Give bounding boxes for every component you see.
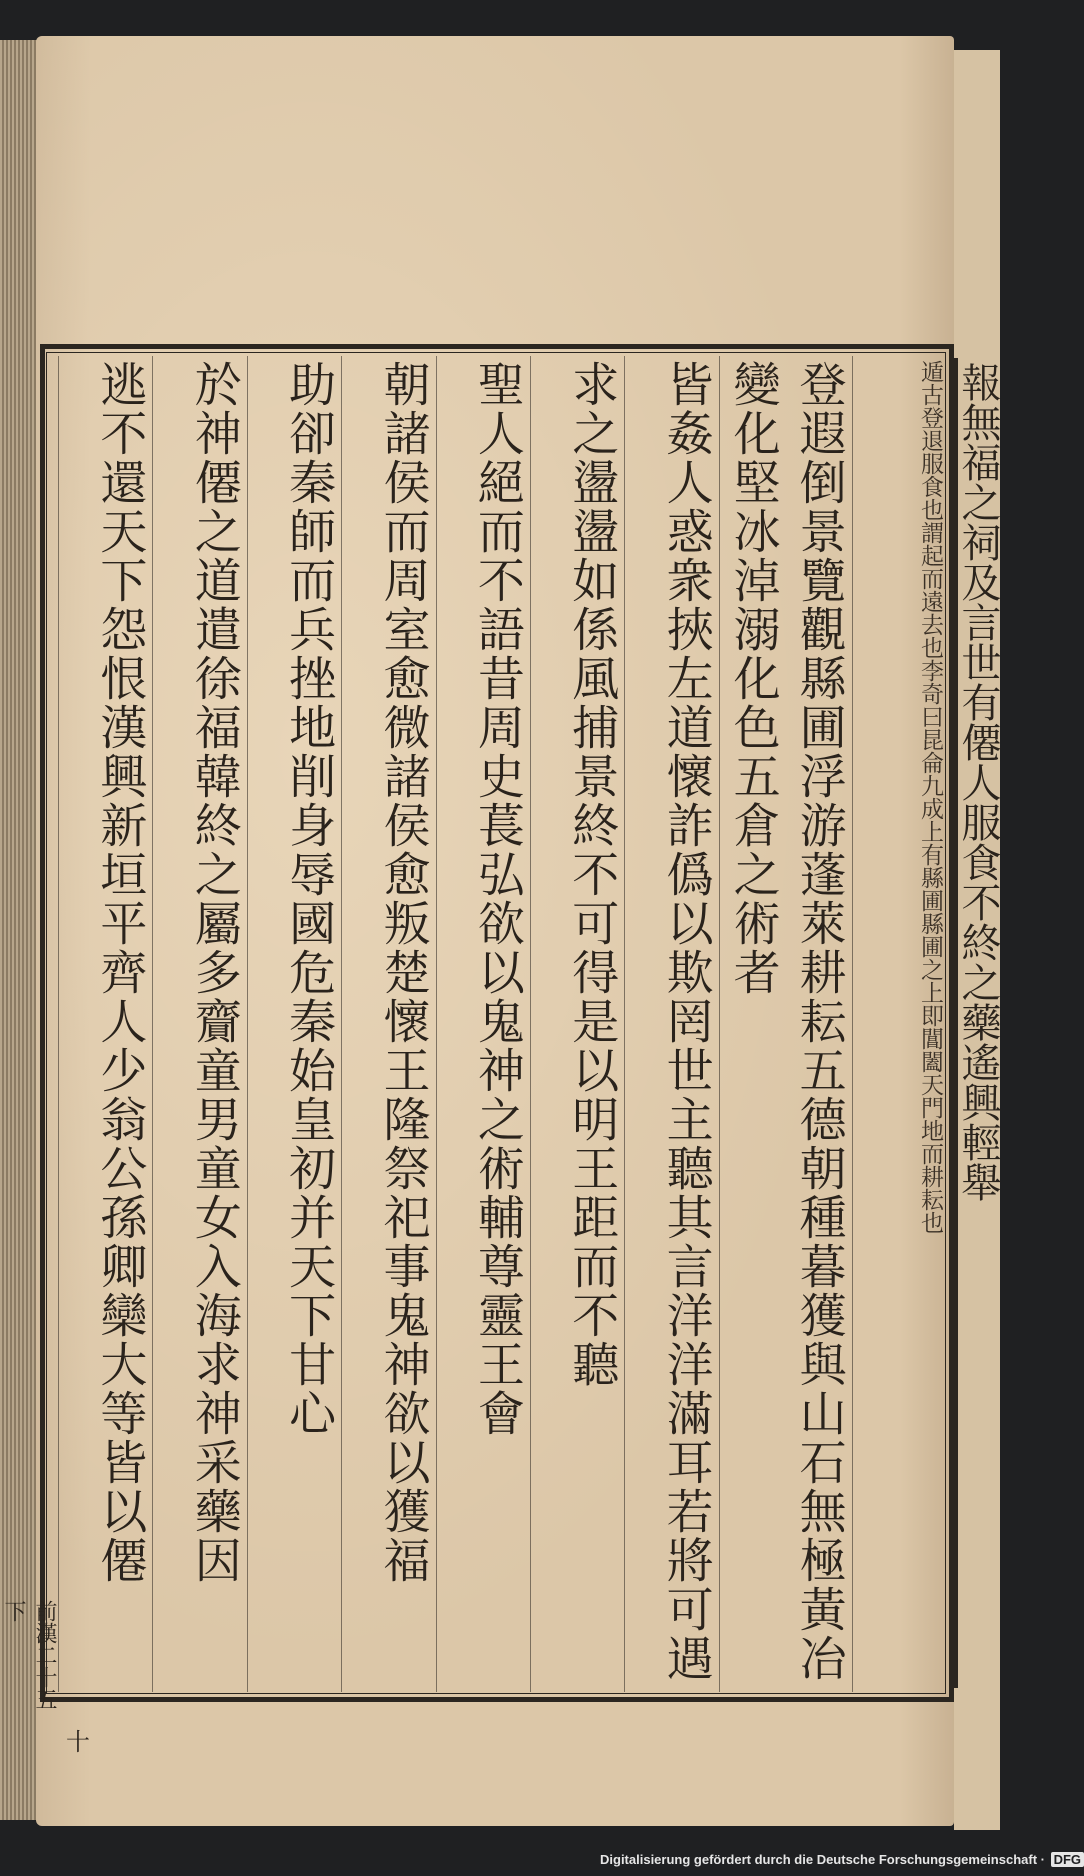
- text-column: 朝諸侯而周室愈微諸侯愈叛楚懷王隆祭祀事鬼神欲以獲福: [341, 356, 435, 1692]
- page-stack-edge: [0, 40, 40, 1820]
- text-column: 聖人絕而不語昔周史萇弘欲以鬼神之術輔尊靈王會: [436, 356, 530, 1692]
- text-column: 逃不還天下怨恨漢興新垣平齊人少翁公孫卿欒大等皆以僊: [58, 356, 152, 1692]
- margin-chapter-note: 前漢二十五下: [1, 1600, 57, 1710]
- text-column: 皆姦人惑衆挾左道懷詐僞以欺罔世主聽其言洋洋滿耳若將可遇: [624, 356, 718, 1692]
- digitization-credit: [600, 1852, 1082, 1874]
- text-column: 於神僊之道遣徐福韓終之屬多齎童男童女入海求神采藥因: [152, 356, 246, 1692]
- dfg-logo: DFG: [1051, 1852, 1084, 1867]
- text-column: 遁古登退服食也謂起而遠去也李奇曰昆侖九成上有縣圃縣圃之上即閶闔天門地而耕耘也: [852, 356, 946, 1692]
- text-columns: [58, 356, 946, 1692]
- text-column: 助卻秦師而兵挫地削身辱國危秦始皇初并天下甘心: [247, 356, 341, 1692]
- text-column: 登遐倒景覽觀縣圃浮游蓬萊耕耘五德朝種暮獲與山石無極黃冶變化堅冰淖溺化色五倉之術者: [719, 356, 852, 1692]
- text-column: 求之盪盪如係風捕景終不可得是以明王距而不聽: [530, 356, 624, 1692]
- folio-number: 十: [66, 1728, 90, 1756]
- facing-page-column: 報無福之祠及言世有僊人服食不終之藥遙興輕舉: [954, 358, 1000, 1688]
- credit-text: Digitalisierung gefördert durch die Deutsche Forschungsgemeinschaft ·: [600, 1852, 1045, 1867]
